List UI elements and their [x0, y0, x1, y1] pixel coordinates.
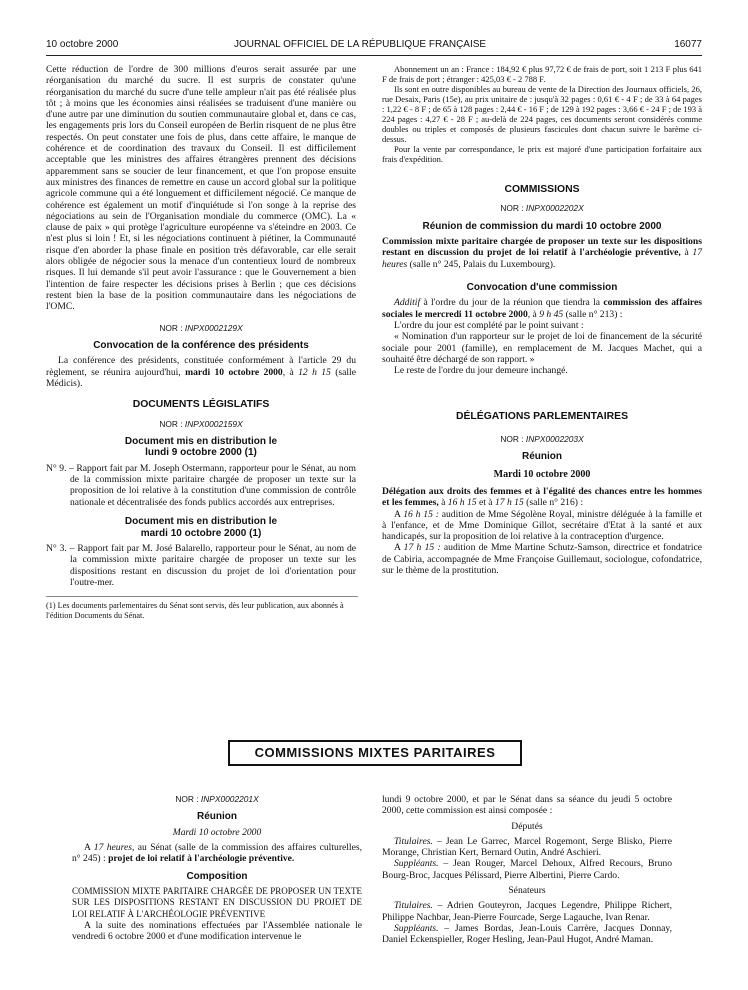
- mail-order-text: Pour la vente par correspondance, le prix est majoré d'une participation forfaitaire aux frais d'expédition.: [382, 144, 702, 164]
- agenda-text: L'ordre du jour est complété par le point suivant :: [394, 320, 584, 332]
- nor-reference: NOR : INPX0002201X: [175, 794, 259, 804]
- page-header: [46, 39, 702, 53]
- delegation-text: Délégation aux droits des femmes et à l'égalité des chances entre les hommes et les femmes, à 16 h 15 et à 17 h 15 (salle n° 216) :: [382, 485, 702, 509]
- nor-reference: NOR : INPX0002129X: [159, 322, 243, 333]
- document-entry: N° 3. – Rapport fait par M. José Balarello, rapporteur pour le Sénat, au nom de la commission mixte paritaire chargée de proposer un texte sur les dispositions restant en discussion du projet de loi d'orientation pour l'outre-mer.: [46, 543, 356, 588]
- header-rule: [46, 55, 702, 56]
- question-paragraph: Cette réduction de l'ordre de 300 millions d'euros serait assurée par une réorganisation du marché du sucre. Il est surpris de constater qu'une réorganisation du marché du sucre d'une telle ampleur n'ait pas été réalisée plus tôt ; à moins que les économies ainsi réalisées se traduisent d'une manière ou d'une autre par une diminution du soutien communautaire global et, dans ce cas, les engagements pris lors du Conseil européen de Berlin risquent de ne plus être respectés. On peut constater une fois de plus, dans cette affaire, le manque de cohérence et de coordination des travaux du Conseil. Il est difficilement acceptable que les ministres des affaires étrangères prennent des décisions apparemment sans se soucier de leur financement, et que l'on propose ensuite aux ministres des finances de remettre en cause un accord global sur la politique agricole commune qui a été longuement et difficilement négocié. Ce manque de cohérence est également un motif d'inquiétude si l'on songe à la reprise des négociations au sein de l'Organisation mondiale du commerce (OMC). La « clause de paix » qui protège l'agriculture européenne va s'éteindre en 2003. Ce n'est plus si loin ! Et, si les négociations continuent à piétiner, la Communauté risque d'en aborder la phase finale en position très défavorable, car elle serait alors obligée de négocier sous la menace d'un contentieux lourd de nombreux risques. Il lui demande s'il peut avoir l'assurance : que le Gouvernement a bien l'intention de faire respecter les décisions prises à Berlin ; que ces décisions restent bien la base de la position communautaire dans les négociations de l'OMC.: [46, 64, 356, 313]
- reunion-text: A 17 heures, au Sénat (salle de la commission des affaires culturelles, n° 245) : projet de loi relatif à l'archéologie préventive.: [72, 842, 362, 865]
- document-entry: N° 9. – Rapport fait par M. Joseph Ostermann, rapporteur pour le Sénat, au nom de la commission mixte paritaire chargée de proposer un texte sur la proposition de loi relative à la constitution d'une commission de contrôle nationale et décentralisée des fonds publics accordés aux entreprises.: [46, 462, 356, 508]
- group-heading: Sénateurs: [508, 885, 546, 897]
- convocation-text: Additif à l'ordre du jour de la réunion que tiendra la commission des affaires sociales le mercredi 11 octobre 2000, à 9 h 45 (salle n° 213) :: [382, 297, 702, 320]
- section-heading: Réunion de commission du mardi 10 octobre 2000: [422, 220, 662, 232]
- members-list: Titulaires. – Jean Le Garrec, Marcel Rogemont, Serge Blisko, Pierre Morange, Christian Kert, Bernard Outin, André Aschieri.: [382, 835, 672, 859]
- reunion-text: Commission mixte paritaire chargée de proposer un texte sur les dispositions restant en discussion du projet de loi relatif à l'archéologie préventive, à 17 heures (salle n° 245, Palais du Luxembourg).: [382, 236, 702, 270]
- composition-text: lundi 9 octobre 2000, et par le Sénat dans sa séance du jeudi 5 octobre 2000, cette commission est ainsi composée :: [382, 794, 672, 817]
- section-heading: Composition: [186, 870, 248, 882]
- footnote: (1) Les documents parlementaires du Sénat sont servis, dès leur publication, aux abonnés à l'édition Documents du Sénat.: [46, 596, 358, 621]
- members-list: Titulaires. – Adrien Gouteyron, Jacques Legendre, Philippe Richert, Philippe Nachbar, Jean-Pierre Fourcade, Serge Lagauche, Ivan Renar.: [382, 900, 672, 923]
- convocation-text: La conférence des présidents, constituée conformément à l'article 29 du règlement, se réunira aujourd'hui, mardi 10 octobre 2000, à 12 h 15 (salle Médicis).: [46, 355, 356, 389]
- right-column: [382, 64, 702, 576]
- nor-reference: NOR : INPX0002202X: [500, 203, 584, 214]
- group-heading: Députés: [511, 820, 543, 832]
- section-banner: COMMISSIONS MIXTES PARITAIRES: [228, 740, 522, 766]
- members-list: Suppléants. – James Bordas, Jean-Louis Carrère, Jacques Donnay, Daniel Eckenspieller, Roger Hesling, Jean-Paul Hugot, André Maman.: [382, 922, 672, 946]
- distribution-heading: Document mis en distribution le mardi 10 octobre 2000 (1): [124, 516, 278, 539]
- left-column: [46, 64, 356, 621]
- section-heading: Réunion: [197, 811, 237, 823]
- hearing-text: A 16 h 15 : audition de Mme Ségolène Royal, ministre déléguée à la famille et à l'enfance, et de Mme Dominique Gillot, secrétaire d'Etat à la santé et aux handicapés, sur la proposition de loi relative à la contraception d'urgence.: [382, 508, 702, 543]
- section-heading: Convocation de la conférence des présidents: [93, 339, 309, 351]
- section-heading: Réunion: [522, 451, 562, 463]
- meeting-date: Mardi 10 octobre 2000: [493, 468, 591, 480]
- header-date: 10 octobre 2000: [46, 39, 119, 50]
- page-number: 16077: [674, 39, 702, 50]
- nor-reference: NOR : INPX0002159X: [159, 418, 243, 429]
- subscription-text: Abonnement un an : France : 184,92 € plus 97,72 € de frais de port, soit 1 213 F plus 641 F de frais de port ; étranger : 425,03 € - 2 788 F.: [382, 64, 702, 84]
- section-title: DÉLÉGATIONS PARLEMENTAIRES: [455, 410, 629, 422]
- cmp-right-column: [382, 794, 672, 946]
- composition-text: A la suite des nominations effectuées par l'Assemblée nationale le vendredi 6 octobre 2000 et d'une modification intervenue le: [72, 920, 362, 943]
- distribution-heading: Document mis en distribution le lundi 9 octobre 2000 (1): [124, 435, 278, 459]
- hearing-text: A 17 h 15 : audition de Mme Martine Schutz-Samson, directrice et fondatrice de Cabiria, accompagnée de Mme Françoise Guillemaut, sociologue, cofondatrice, sur le thème de la prostitution.: [382, 542, 703, 577]
- sale-text: Ils sont en outre disponibles au bureau de vente de la Direction des Journaux officiels, 26, rue Desaix, Paris (15e), au prix unitaire de : jusqu'à 32 pages : 0,61 € - 4 F ; de 33 à 64 pages : 1,22 € - 8 F ; de 65 à 128 pages : 2,44 € - 16 F ; de 129 à 192 pages : 3,66 € - 24 F ; de 193 à 224 pages : 4,27 € - 28 F ; au-delà de 224 pages, ces documents seront considérés comme doubles ou triples et composés de plusieurs fascicules dont chacun suivre le barème ci-dessus.: [382, 84, 702, 144]
- journal-title: JOURNAL OFFICIEL DE LA RÉPUBLIQUE FRANÇAISE: [234, 39, 487, 50]
- meeting-date: Mardi 10 octobre 2000: [172, 826, 262, 838]
- section-heading: Convocation d'une commission: [466, 281, 618, 293]
- section-title: DOCUMENTS LÉGISLATIFS: [132, 399, 270, 411]
- agenda-text: Le reste de l'ordre du jour demeure inchangé.: [394, 365, 568, 377]
- section-title: COMMISSIONS: [504, 184, 580, 195]
- members-list: Suppléants. – Jean Rouger, Marcel Dehoux, Alfred Recours, Bruno Bourg-Broc, Jacques Pélissard, Pierre Albertini, Pierre Cardo.: [382, 858, 672, 881]
- cmp-left-column: [72, 794, 362, 943]
- agenda-item: « Nomination d'un rapporteur sur le projet de loi de financement de la sécurité sociale pour 2001 (famille), en remplacement de M. Jacques Machet, qui a souhaité être déchargé de son rapport. »: [382, 331, 702, 365]
- commission-name: COMMISSION MIXTE PARITAIRE CHARGÉE DE PROPOSER UN TEXTE SUR LES DISPOSITIONS RESTANT EN DISCUSSION DU PROJET DE LOI RELATIF À L'ARCHÉOLOGIE PRÉVENTIVE: [72, 886, 362, 919]
- nor-reference: NOR : INPX0002203X: [500, 433, 584, 444]
